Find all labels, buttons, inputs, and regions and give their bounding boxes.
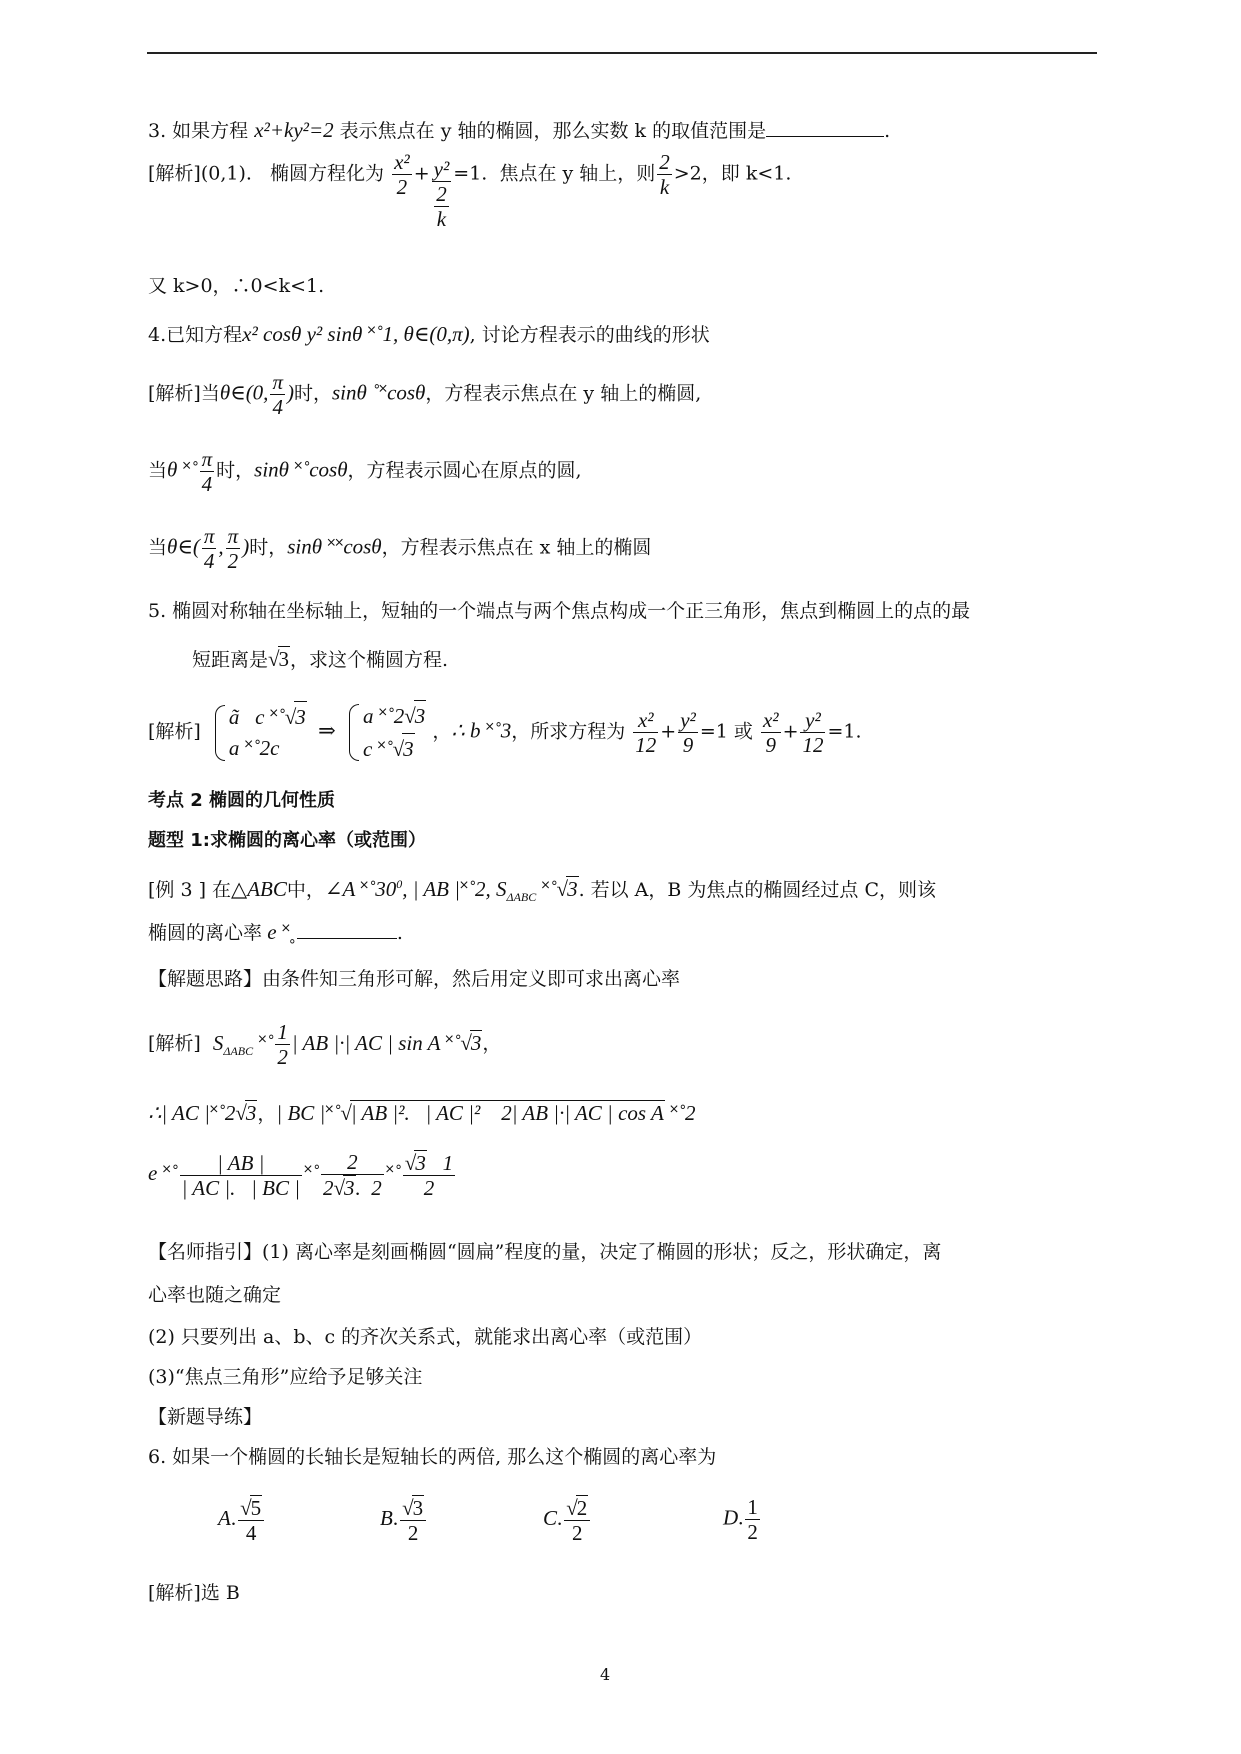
tips-line-1: 【名师指引】(1) 离心率是刻画椭圆“圆扁”程度的量，决定了椭圆的形状；反之，形状确定，离 [148, 1241, 942, 1263]
practice-heading: 【新题导练】 [148, 1406, 263, 1428]
option-a: A. $\frac{√5}{4}$ [218, 1495, 266, 1545]
header-rule [147, 52, 1097, 54]
answer-blank [297, 920, 397, 939]
question-4-solution-2: 当θ ˟˚ $\frac{\pi}{4}$ 时，sinθ ˟˚cosθ，方程表示圆心在原点的圆, [148, 447, 582, 497]
question-6: 6. 如果一个椭圆的长轴长是短轴长的两倍, 那么这个椭圆的离心率为 [148, 1446, 717, 1468]
question-3-solution: [解析](0,1). 椭圆方程化为 $\frac{\text{x²}}{2}$ + $\frac{\text{y²}}{\frac{2}{k}}$ =1. 焦点在 y 轴上，则 $\frac{2}{k}$ >2，即 k<1. [148, 150, 792, 232]
option-c: C. $\frac{√2}{2}$ [543, 1495, 592, 1545]
question-5-solution: [解析] ã c ˟˚√3 a ˟˚2c ⇒ a ˟˚2√3 c ˟˚√3 ，∴ b ˟˚3，所求方程为 $\frac{\text{x²}}{12}$ + $\frac{\text{y²}}{9}$ =1 或 $\frac{\text{x²}}{9}$ + $\frac{\text{y²}}{12}$ =1. [148, 700, 862, 765]
question-4-solution-1: [解析]当θ∈(0, $\frac{\pi}{4}$ )时，sinθ ˚˟cosθ，方程表示焦点在 y 轴上的椭圆, [148, 370, 702, 420]
example-3-solution-1: [解析] $S_{\Delta ABC}$ ˟˚ $\frac{1}{2}$ | AB |·| AC | sin A ˟˚√3， [148, 1020, 502, 1070]
tips-line-3: (2) 只要列出 a、b、c 的齐次关系式，就能求出离心率（或范围） [148, 1326, 703, 1348]
example-3-solution-3: e ˟˚ $\frac{| AB |}{| AC |. | BC |}$ ˟˚ $\frac{2}{2√3. 2}$ ˟˚ $\frac{√3 1}{2}$ [148, 1150, 454, 1201]
section-heading: 考点 2 椭圆的几何性质 [148, 790, 336, 811]
question-4-solution-3: 当θ∈( $\frac{\pi}{4}$ , $\frac{\pi}{2}$ )时，sinθ ˟˟cosθ，方程表示焦点在 x 轴上的椭圆 [148, 524, 652, 574]
page-number: 4 [600, 1665, 611, 1684]
tips-line-2: 心率也随之确定 [148, 1284, 282, 1306]
example-3: [例 3 ] 在△ABC中，∠A $˟˚30^0$, | AB |˟˚2, $S_{\Delta ABC}$ ˟˚√3. 若以 A，B 为焦点的椭圆经过点 C，则该 [148, 877, 936, 905]
question-6-answer: [解析]选 B [148, 1582, 240, 1604]
example-3-line2: 椭圆的离心率 e ˟˳ . [148, 920, 403, 944]
answer-blank [766, 118, 884, 137]
tips-line-4: (3)“焦点三角形”应给予足够关注 [148, 1366, 423, 1388]
option-d: D. $\frac{1}{2}$ [723, 1495, 758, 1545]
example-3-solution-2: ∴| AC |˟˚2√3，| BC |˟˚√| AB |². | AC |² 2| AB |·| AC | cos A ˟˚2 [148, 1101, 696, 1125]
solution-idea: 【解题思路】由条件知三角形可解，然后用定义即可求出离心率 [148, 968, 681, 990]
question-5: 5. 椭圆对称轴在坐标轴上，短轴的一个端点与两个焦点构成一个正三角形，焦点到椭圆上的点的最 [148, 600, 971, 622]
question-3-solution-line2: 又 k>0，∴0<k<1. [148, 275, 325, 297]
question-5-line2: 短距离是√3，求这个椭圆方程. [192, 647, 449, 671]
question-4: 4.已知方程x² cosθ y² sinθ ˟˚1, θ∈(0,π), 讨论方程表示的曲线的形状 [148, 322, 710, 346]
question-3: 3. 如果方程 x²+ky²=2 表示焦点在 y 轴的椭圆，那么实数 k 的取值范围是 . [148, 118, 891, 142]
section-subheading: 题型 1:求椭圆的离心率（或范围） [148, 830, 426, 851]
option-b: B. $\frac{√3}{2}$ [380, 1495, 428, 1545]
